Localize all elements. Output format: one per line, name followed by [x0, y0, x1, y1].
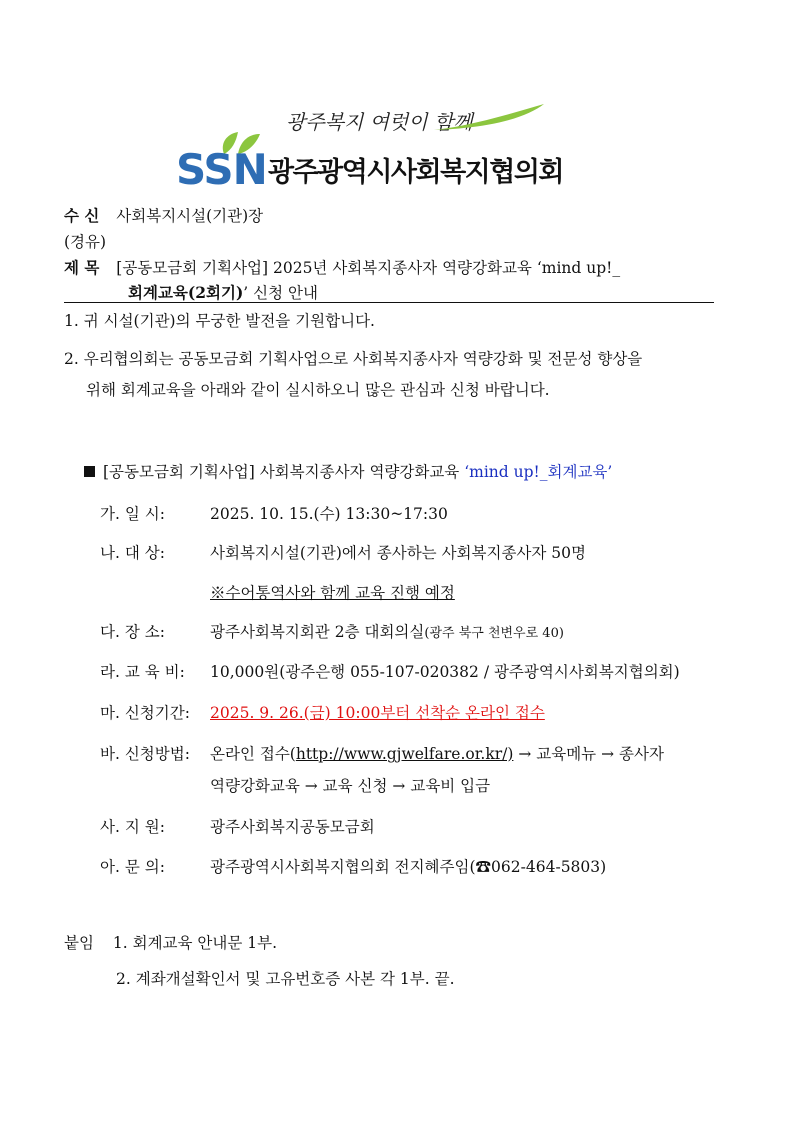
- item-date-value: 2025. 10. 15.(수) 13:30~17:30: [210, 505, 448, 523]
- item-date-label: 가. 일 시:: [100, 505, 165, 523]
- item-period: [100, 703, 545, 723]
- item-target-label: 나. 대 상:: [100, 544, 165, 562]
- paragraph-1: 1. 귀 시설(기관)의 무궁한 발전을 기원합니다.: [64, 312, 375, 330]
- item-method: [100, 744, 664, 764]
- attachment-item-2: 2. 계좌개설확인서 및 고유번호증 사본 각 1부. 끝.: [116, 970, 455, 988]
- attachment-row-1: [64, 933, 277, 953]
- item-method-line2: 역량강화교육 → 교육 신청 → 교육비 입금: [210, 777, 491, 795]
- item-target-note: ※수어통역사와 함께 교육 진행 예정: [210, 584, 455, 602]
- item-period-label: 마. 신청기간:: [100, 704, 190, 722]
- leaf-swoosh-icon: [430, 100, 548, 134]
- item-target-value: 사회복지시설(기관)에서 종사하는 사회복지종사자 50명: [210, 544, 587, 562]
- via-label: (경유): [64, 233, 107, 251]
- recipient-row: [64, 206, 263, 226]
- paragraph-2-line2: 위해 회계교육을 아래와 같이 실시하오니 많은 관심과 신청 바랍니다.: [86, 381, 550, 399]
- section-title-plain: [공동모금회 기획사업] 사회복지종사자 역량강화교육: [103, 463, 465, 481]
- logo-ssn: SSN: [176, 145, 267, 194]
- item-contact-pre: 광주광역시사회복지협의회 전지혜주임(: [210, 858, 476, 876]
- subject-line2: [128, 283, 318, 303]
- item-contact-phone: 062-464-5803): [491, 858, 607, 876]
- item-method-post: → 교육메뉴 → 종사자: [513, 745, 664, 763]
- square-bullet-icon: [84, 466, 95, 477]
- item-method-link[interactable]: http://www.gjwelfare.or.kr/): [295, 745, 514, 763]
- item-support-value: 광주사회복지공동모금회: [210, 818, 375, 836]
- item-support-label: 사. 지 원:: [100, 818, 165, 836]
- phone-icon: ☎: [475, 858, 492, 876]
- item-contact-label: 아. 문 의:: [100, 858, 165, 876]
- org-name: 광주광역시사회복지협의회: [268, 157, 563, 188]
- subject-line2-bold: 회계교육(2회기): [128, 283, 244, 302]
- recipient-value: 사회복지시설(기관)장: [116, 207, 264, 225]
- section-title-highlight: ‘mind up!_회계교육’: [464, 463, 613, 481]
- item-support: [100, 817, 375, 837]
- subject-row: [64, 258, 620, 278]
- item-period-value: 2025. 9. 26.(금) 10:00부터 선착순 온라인 접수: [210, 704, 545, 722]
- item-venue-label: 다. 장 소:: [100, 623, 165, 641]
- recipient-label: 수 신: [64, 206, 100, 225]
- attachment-item-1: 1. 회계교육 안내문 1부.: [112, 934, 278, 952]
- item-venue: [100, 622, 564, 644]
- item-method-pre: 온라인 접수(: [210, 745, 296, 763]
- item-venue-address: (광주 북구 천변우로 40): [424, 626, 564, 641]
- subject-line1: [공동모금회 기획사업] 2025년 사회복지종사자 역량강화교육 ‘mind up!_: [116, 259, 621, 277]
- item-method-label: 바. 신청방법:: [100, 745, 190, 763]
- item-fee-label: 라. 교 육 비:: [100, 663, 185, 681]
- item-venue-value: 광주사회복지회관 2층 대회의실: [210, 623, 425, 641]
- subject-line2-rest: ’ 신청 안내: [243, 284, 318, 302]
- item-date: [100, 504, 448, 524]
- item-fee: [100, 662, 680, 682]
- section-title: [84, 462, 612, 482]
- subject-divider: [64, 302, 714, 303]
- item-fee-value: 10,000원(광주은행 055-107-020382 / 광주광역시사회복지협의회): [210, 663, 680, 681]
- paragraph-2-line1: 2. 우리협의회는 공동모금회 기획사업으로 사회복지종사자 역량강화 및 전문성 향상을: [64, 350, 643, 368]
- item-contact: [100, 857, 606, 877]
- subject-label: 제 목: [64, 258, 100, 277]
- slogan: 광주복지 여럿이 함께: [286, 110, 473, 134]
- item-target: [100, 543, 586, 563]
- attachment-label: 붙임: [64, 934, 94, 952]
